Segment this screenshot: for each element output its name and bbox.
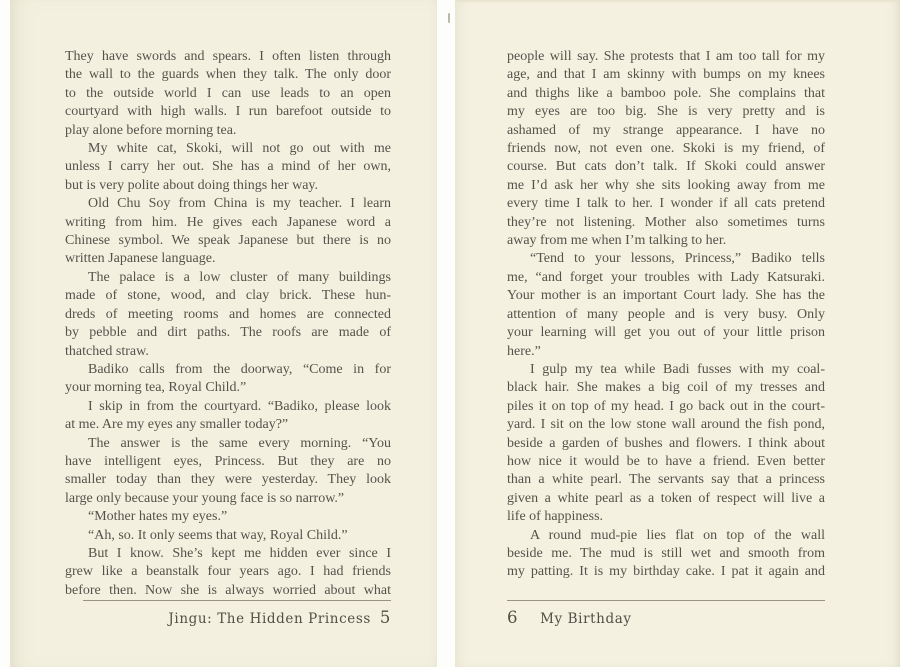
footer-text xyxy=(65,608,391,627)
text-line: A round mud-pie lies flat on top of the wall xyxy=(530,527,825,543)
text-line: they’re not listening. Mother also sometimes turns xyxy=(507,214,825,230)
text-line: attention of many people and is very busy. Only xyxy=(507,306,825,322)
text-line: my patting. It is my birthday cake. I pat it again and xyxy=(507,564,825,580)
text-line: play alone before morning tea. xyxy=(65,122,237,138)
text-line: I gulp my tea while Badi fusses with my coal- xyxy=(530,361,825,377)
right-page-footer xyxy=(507,600,825,627)
left-page-body xyxy=(65,48,391,600)
text-line: friends now, not even one. Skoki is my friend, of xyxy=(507,141,825,157)
text-line: than a white pearl. The servants say that a princess xyxy=(507,472,825,488)
footer-rule xyxy=(83,600,391,601)
text-line: The answer is the same every morning. “You xyxy=(88,435,391,451)
footer-text xyxy=(507,608,825,627)
text-line: piles it on top of my head. I go back out in the court- xyxy=(507,398,825,414)
text-line: before then. Now she is always worried about what xyxy=(65,582,391,598)
text-line: and thighs like a bamboo pole. She complains that xyxy=(507,85,825,101)
text-line: But I know. She’s kept me hidden ever since I xyxy=(88,545,391,561)
left-page xyxy=(10,0,437,667)
text-line: your learning will get you out of your little prison xyxy=(507,325,825,341)
text-line: smaller today than they were yesterday. They look xyxy=(65,472,391,488)
text-line: me, “and forget your troubles with Lady Katsuraki. xyxy=(507,269,825,285)
text-line: life of happiness. xyxy=(507,509,604,525)
text-line: my eyes are too big. She is very pretty and is xyxy=(507,104,825,120)
text-line: every time I talk to her. I wonder if all cats pretend xyxy=(507,196,825,212)
text-line: The palace is a low cluster of many buildings xyxy=(88,269,391,285)
text-line: people will say. She protests that I am too tall for my xyxy=(507,49,825,64)
text-line: “Ah, so. It only seems that way, Royal Child.” xyxy=(88,527,348,543)
text-line: given a white pearl as a token of respect will live a xyxy=(507,490,825,506)
text-line: Badiko calls from the doorway, “Come in for xyxy=(88,361,391,377)
text-line: unless I carry her out. She has a mind of her own, xyxy=(65,159,391,175)
text-line: beside me. The mud is still wet and smooth from xyxy=(507,545,825,561)
text-line: have intelligent eyes, Princess. But they are no xyxy=(65,453,391,469)
text-line: written Japanese language. xyxy=(65,251,216,267)
page-gutter xyxy=(437,0,455,667)
text-line: writing from him. He gives each Japanese word a xyxy=(65,214,391,230)
text-line: course. But cats don’t talk. If Skoki could answer xyxy=(507,159,825,175)
text-line: “Tend to your lessons, Princess,” Badiko tells xyxy=(530,251,825,267)
right-page xyxy=(455,0,900,667)
text-line: They have swords and spears. I often listen through xyxy=(65,49,391,64)
left-page-footer xyxy=(65,600,391,627)
text-line: here.” xyxy=(507,343,541,359)
text-line: courtyard with high walls. I run barefoot outside to xyxy=(65,104,391,120)
text-line: I skip in from the courtyard. “Badiko, please look xyxy=(88,398,391,414)
text-line: me I’d ask her why she sits looking away from me xyxy=(507,177,825,193)
text-line: to the outside world I can use leads to an open xyxy=(65,85,391,101)
text-line: made of stone, wood, and clay brick. These hun- xyxy=(65,288,391,304)
text-line: ashamed of my strange appearance. I have no xyxy=(507,122,825,138)
text-line: Chinese symbol. We speak Japanese but there is no xyxy=(65,233,391,249)
text-line: Old Chu Soy from China is my teacher. I learn xyxy=(88,196,391,212)
text-line: by pebble and dirt paths. The roofs are made of xyxy=(65,325,391,341)
text-line: “Mother hates my eyes.” xyxy=(88,509,228,525)
text-line: age, and that I am skinny with bumps on my knees xyxy=(507,67,825,83)
text-line: dreds of meeting rooms and homes are connected xyxy=(65,306,391,322)
text-line: beside a garden of bushes and flowers. I think about xyxy=(507,435,825,451)
text-line: how nice it would be to have a friend. Even better xyxy=(507,453,825,469)
text-line: at me. Are my eyes any smaller today?” xyxy=(65,417,289,433)
text-line: yard. I sit on the low stone wall around the fish pond, xyxy=(507,417,825,433)
text-line: My white cat, Skoki, will not go out with me xyxy=(88,141,391,157)
text-line: thatched straw. xyxy=(65,343,149,359)
scan-artifact-tick xyxy=(448,13,450,23)
page-number: 6 xyxy=(507,608,519,627)
text-line: Your mother is an important Court lady. She has the xyxy=(507,288,825,304)
page-number: 5 xyxy=(379,608,391,627)
text-line: the wall to the guards when they talk. The only door xyxy=(65,67,391,83)
text-line: away from me when I’m talking to her. xyxy=(507,233,727,249)
text-line: grew like a beanstalk four years ago. I had friends xyxy=(65,564,391,580)
text-line: your morning tea, Royal Child.” xyxy=(65,380,247,396)
text-line: large only because your young face is so narrow.” xyxy=(65,490,345,506)
footer-rule xyxy=(507,600,825,601)
running-title: Jingu: The Hidden Princess xyxy=(168,611,371,627)
text-line: but is very polite about doing things her way. xyxy=(65,177,318,193)
right-page-body xyxy=(507,48,825,582)
text-line: black hair. She makes a big coil of my tresses and xyxy=(507,380,825,396)
running-title: My Birthday xyxy=(540,611,632,627)
